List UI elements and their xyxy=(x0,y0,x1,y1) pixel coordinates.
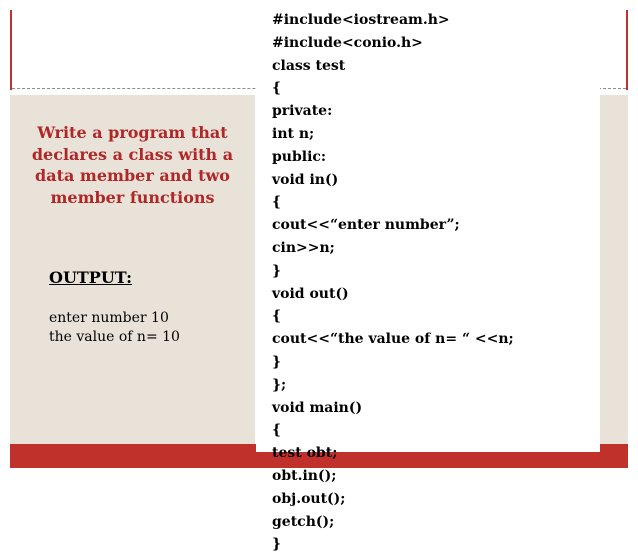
frame-left-border xyxy=(10,10,12,90)
code-line: { xyxy=(272,80,282,97)
code-line: } xyxy=(272,536,282,553)
frame-right-border xyxy=(626,10,628,90)
code-line: cout<<“enter number”; xyxy=(272,217,460,234)
code-line: } xyxy=(272,353,282,370)
output-heading: OUTPUT: xyxy=(49,268,133,287)
code-line: public: xyxy=(272,148,327,165)
code-line: { xyxy=(272,422,282,439)
code-line: { xyxy=(272,308,282,325)
code-listing xyxy=(272,9,514,556)
code-line: cin>>n; xyxy=(272,239,335,256)
code-line: void in() xyxy=(272,171,339,188)
code-line: obt.in(); xyxy=(272,467,337,484)
code-line: #include<iostream.h> xyxy=(272,12,450,28)
code-line: void main() xyxy=(272,399,363,416)
output-line: enter number 10 xyxy=(49,310,169,326)
code-line: }; xyxy=(272,376,287,393)
code-line: void out() xyxy=(272,285,349,302)
code-line: obj.out(); xyxy=(272,490,346,507)
code-line: private: xyxy=(272,103,333,120)
code-line: getch(); xyxy=(272,513,335,530)
code-line: test obt; xyxy=(272,445,338,462)
code-line: int n; xyxy=(272,125,315,142)
code-line: { xyxy=(272,194,282,211)
slide-title: Write a program that declares a class with a data member and two member functions xyxy=(31,123,234,207)
output-line: the value of n= 10 xyxy=(49,329,180,345)
code-line: #include<conio.h> xyxy=(272,34,423,51)
right-panel xyxy=(600,95,628,444)
code-line: cout<<“the value of n= “ <<n; xyxy=(272,331,514,348)
output-lines xyxy=(49,309,180,347)
code-line: class test xyxy=(272,57,346,74)
code-line: } xyxy=(272,262,282,279)
